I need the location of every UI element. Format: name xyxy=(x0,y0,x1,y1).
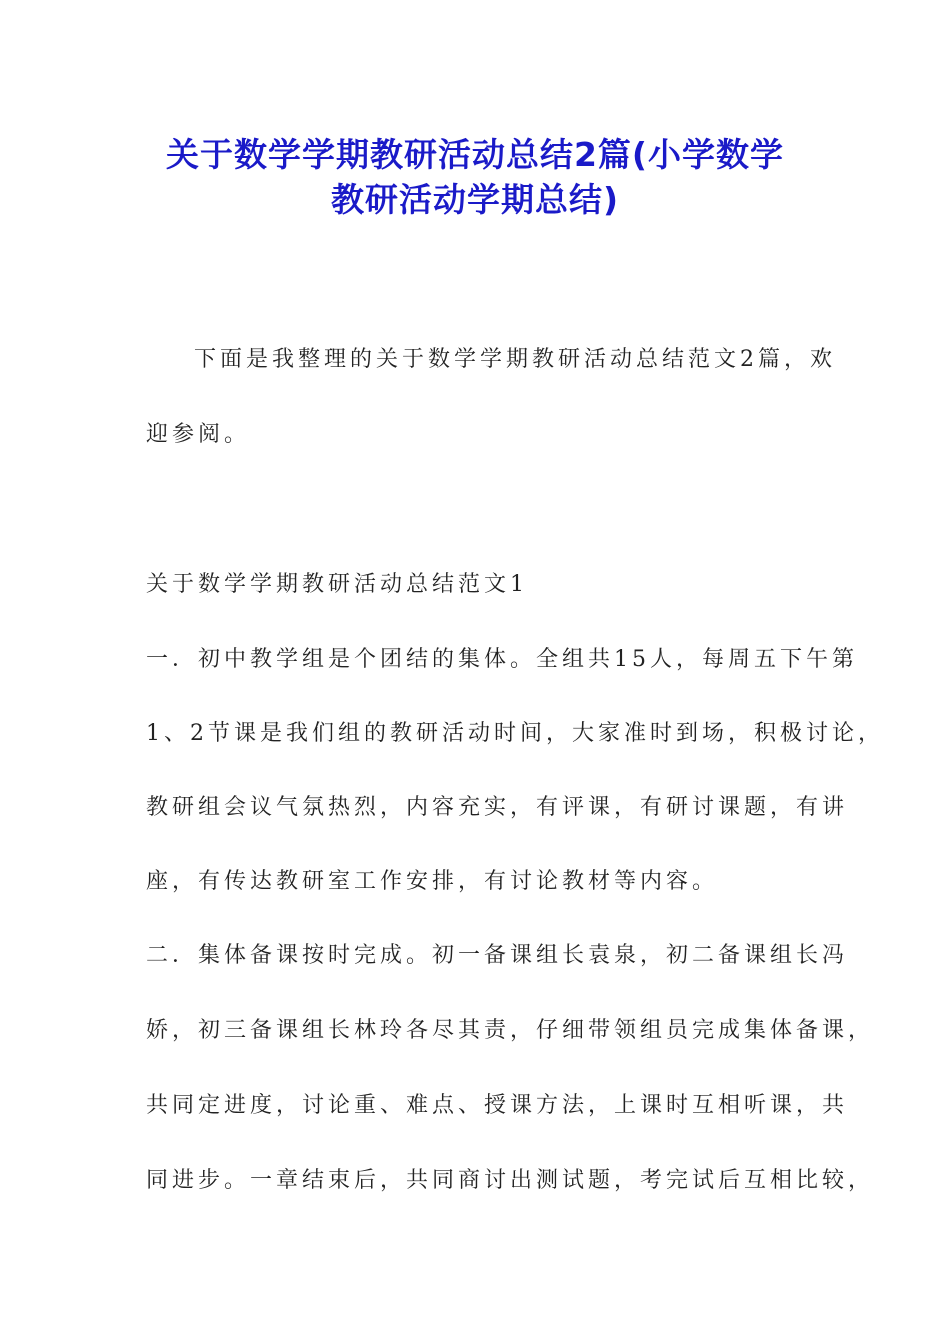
document-title-line-2: 教研活动学期总结) xyxy=(330,180,620,219)
section-heading: 关于数学学期教研活动总结范文1 xyxy=(146,572,528,597)
paragraph-2-line-3: 共同定进度，讨论重、难点、授课方法，上课时互相听课，共 xyxy=(146,1093,849,1118)
paragraph-2-line-2: 娇，初三备课组长林玲各尽其责，仔细带领组员完成集体备课， xyxy=(146,1018,875,1043)
paragraph-1-line-2: 1、2节课是我们组的教研活动时间，大家准时到场，积极讨论， xyxy=(146,721,884,746)
paragraph-1-line-4: 座，有传达教研室工作安排，有讨论教材等内容。 xyxy=(146,869,719,894)
paragraph-1-line-3: 教研组会议气氛热烈，内容充实，有评课，有研讨课题，有讲 xyxy=(146,795,849,820)
paragraph-1-line-1: 一．初中教学组是个团结的集体。全组共15人，每周五下午第 xyxy=(146,647,858,672)
paragraph-2-line-1: 二．集体备课按时完成。初一备课组长袁泉，初二备课组长冯 xyxy=(146,943,849,968)
intro-line-2: 迎参阅。 xyxy=(146,422,251,447)
document-title-line-1: 关于数学学期教研活动总结2篇(小学数学 xyxy=(165,135,785,174)
intro-line-1: 下面是我整理的关于数学学期教研活动总结范文2篇，欢 xyxy=(194,347,836,372)
paragraph-2-line-4: 同进步。一章结束后，共同商讨出测试题，考完试后互相比较， xyxy=(146,1168,875,1193)
